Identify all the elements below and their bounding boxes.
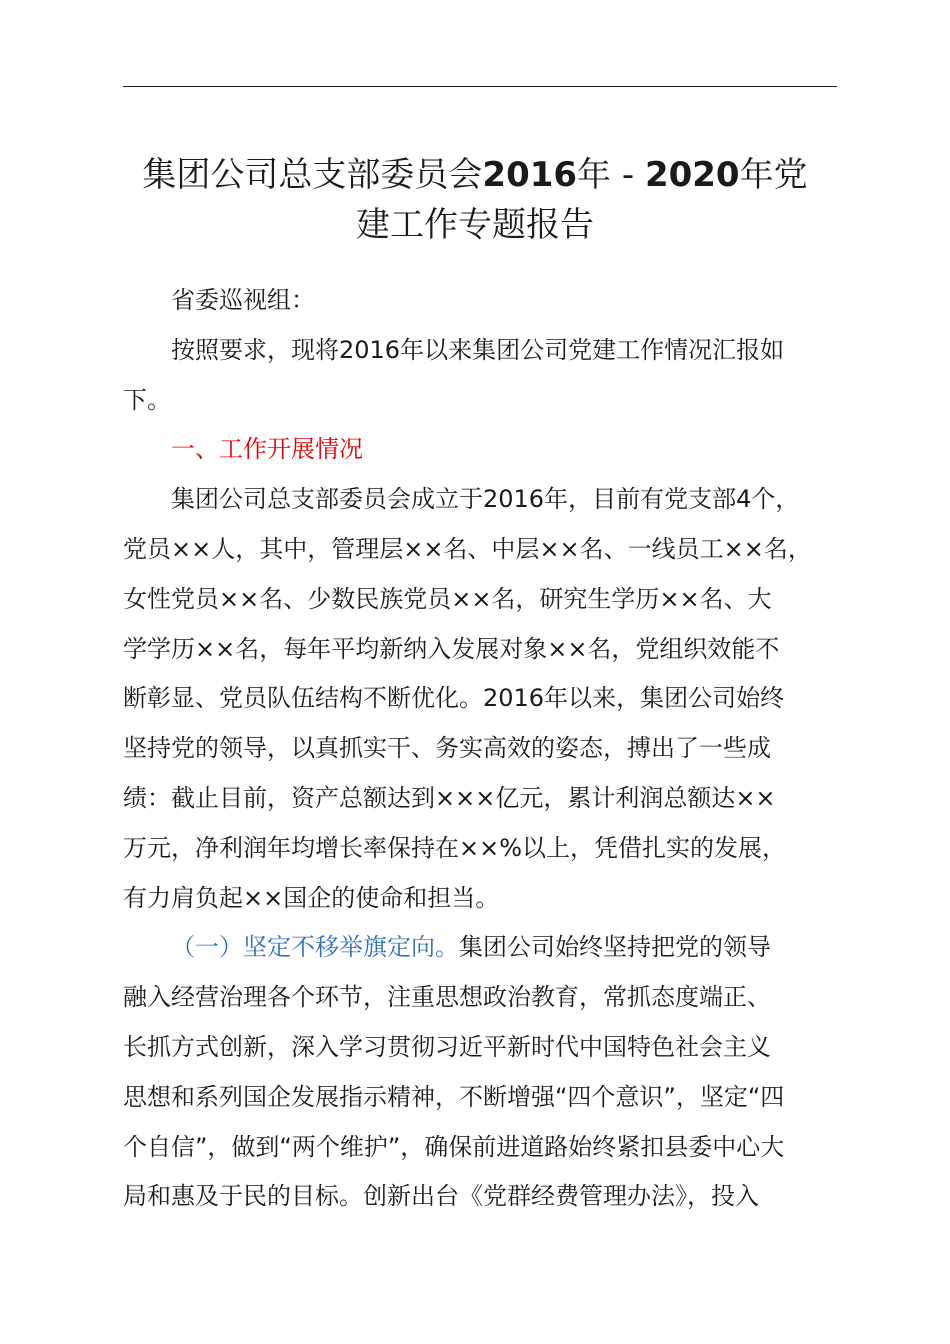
paragraph-line: 党员××人，其中，管理层××名、中层××名、一线员工××名， [123,534,812,563]
header-rule [123,86,837,87]
title-line-1 [100,150,850,200]
title-year-start: 2016 [482,155,578,195]
salutation-text: 省委巡视组： [171,286,315,314]
salutation [123,276,858,326]
paragraph-line: 万元，净利润年均增长率保持在××%以上，凭借扎实的发展， [123,833,787,862]
title-text-c: 年党 [739,155,808,195]
intro-line: 按照要求，现将2016年以来集团公司党建工作情况汇报如 [171,335,785,364]
paragraph-line: 有力肩负起××国企的使命和担当。 [123,883,500,912]
paragraph-line: 集团公司总支部委员会成立于2016年，目前有党支部4个， [171,485,800,514]
paragraph-line: 个自信”，做到“两个维护”，确保前进道路始终紧扣县委中心大 [123,1132,785,1161]
section-paragraph [123,475,858,923]
title-text-a: 集团公司总支部委员会 [142,155,483,195]
title-year-end: 2020 [644,155,740,195]
subsection-first-line-text: 集团公司始终坚持把党的领导 [459,933,771,962]
section-heading [123,425,858,475]
paragraph-line: 坚持党的领导，以真抓实干、务实高效的姿态，搏出了一些成 [123,734,771,763]
paragraph-line: 长抓方式创新，深入学习贯彻习近平新时代中国特色社会主义 [123,1032,771,1061]
paragraph-line: 局和惠及于民的目标。创新出台《党群经费管理办法》，投入 [123,1182,759,1211]
title-dash: - [621,155,635,195]
paragraph-line: 思想和系列国企发展指示精神，不断增强“四个意识”，坚定“四 [123,1082,785,1111]
intro-line: 下。 [123,385,171,414]
section-heading-text: 一、工作开展情况 [171,435,363,464]
subsection-heading: （一）坚定不移举旗定向。 [171,933,459,962]
document-title [100,150,850,250]
paragraph-line: 绩：截止目前，资产总额达到×××亿元，累计利润总额达×× [123,783,776,812]
document-body [123,276,858,1222]
paragraph-line: 女性党员××名、少数民族党员××名，研究生学历××名、大 [123,584,772,613]
paragraph-line [123,923,858,973]
paragraph-line: 融入经营治理各个环节，注重思想政治教育，常抓态度端正、 [123,983,771,1012]
paragraph-line: 学学历××名，每年平均新纳入发展对象××名，党组织效能不 [123,634,780,663]
title-text-b: 年 [577,155,612,195]
subsection-paragraph [123,923,858,1222]
intro-paragraph [123,326,858,426]
title-line-2: 建工作专题报告 [356,205,594,245]
paragraph-line: 断彰显、党员队伍结构不断优化。2016年以来，集团公司始终 [123,684,785,713]
